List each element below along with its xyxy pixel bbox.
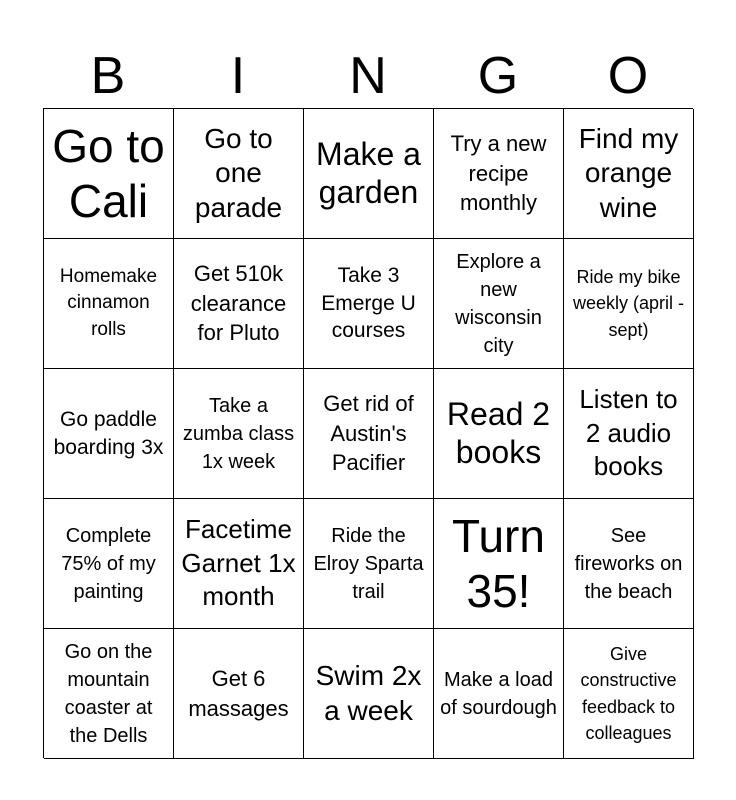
bingo-cell-text: Get rid of Austin's Pacifier [323, 390, 414, 476]
bingo-cell-r4c4[interactable] [434, 499, 564, 629]
header-letter-g: G [477, 47, 519, 105]
bingo-cell-text: Swim 2x a week [315, 660, 422, 726]
bingo-cell-text: Turn 35! [452, 510, 545, 617]
bingo-cell-r2c5[interactable] [564, 239, 694, 369]
bingo-cell-r1c1[interactable] [44, 109, 174, 239]
bingo-cell-r3c3[interactable] [304, 369, 434, 499]
bingo-cell-r2c3[interactable] [304, 239, 434, 369]
bingo-cell-r3c4[interactable] [434, 369, 564, 499]
bingo-cell-text: Give constructive feedback to colleagues [580, 644, 677, 743]
bingo-cell-text: Make a load of sourdough [440, 668, 557, 719]
bingo-cell-text: Ride the Elroy Sparta trail [313, 524, 424, 603]
header-letter-b: B [90, 47, 126, 105]
bingo-cell-r3c2[interactable] [174, 369, 304, 499]
bingo-cell-text: Go to one parade [194, 122, 283, 223]
bingo-cell-text: Ride my bike weekly (april - sept) [572, 267, 685, 340]
bingo-cell-r4c1[interactable] [44, 499, 174, 629]
bingo-cell-r5c4[interactable] [434, 629, 564, 759]
bingo-cell-text: Go to Cali [52, 120, 165, 227]
bingo-cell-r4c2[interactable] [174, 499, 304, 629]
bingo-board [43, 108, 693, 758]
bingo-cell-r5c2[interactable] [174, 629, 304, 759]
bingo-cell-text: Make a garden [316, 135, 421, 210]
bingo-cell-r3c1[interactable] [44, 369, 174, 499]
bingo-cell-r1c5[interactable] [564, 109, 694, 239]
bingo-cell-text: Take 3 Emerge U courses [321, 263, 416, 343]
bingo-cell-text: See fireworks on the beach [574, 524, 683, 603]
bingo-cell-text: Try a new recipe monthly [450, 130, 547, 216]
bingo-cell-text: Find my orange wine [578, 122, 679, 223]
bingo-cell-text: Go on the mountain coaster at the Dells [64, 640, 153, 747]
bingo-cell-r5c3[interactable] [304, 629, 434, 759]
header-letter-n: N [349, 47, 387, 105]
bingo-cell-text: Complete 75% of my painting [61, 524, 156, 603]
bingo-cell-text: Homemake cinnamon rolls [59, 265, 158, 340]
bingo-cell-r1c2[interactable] [174, 109, 304, 239]
bingo-cell-r2c2[interactable] [174, 239, 304, 369]
bingo-cell-text: Read 2 books [446, 395, 551, 470]
bingo-cell-text: Get 510k clearance for Pluto [190, 260, 287, 346]
bingo-cell-text: Explore a new wisconsin city [455, 250, 542, 357]
bingo-cell-r2c1[interactable] [44, 239, 174, 369]
bingo-cell-r4c5[interactable] [564, 499, 694, 629]
header-letter-o: O [607, 47, 649, 105]
bingo-cell-r1c3[interactable] [304, 109, 434, 239]
bingo-cell-r3c5[interactable] [564, 369, 694, 499]
bingo-cell-text: Go paddle boarding 3x [53, 407, 164, 459]
bingo-cell-text: Facetime Garnet 1x month [181, 513, 296, 612]
bingo-cell-r1c4[interactable] [434, 109, 564, 239]
bingo-cell-text: Take a zumba class 1x week [182, 394, 295, 473]
bingo-cell-r5c5[interactable] [564, 629, 694, 759]
bingo-cell-text: Listen to 2 audio books [579, 383, 678, 482]
bingo-cell-r4c3[interactable] [304, 499, 434, 629]
bingo-cell-text: Get 6 massages [188, 665, 289, 721]
header-letter-i: I [230, 47, 246, 105]
bingo-header [43, 44, 693, 108]
bingo-cell-r5c1[interactable] [44, 629, 174, 759]
bingo-cell-r2c4[interactable] [434, 239, 564, 369]
